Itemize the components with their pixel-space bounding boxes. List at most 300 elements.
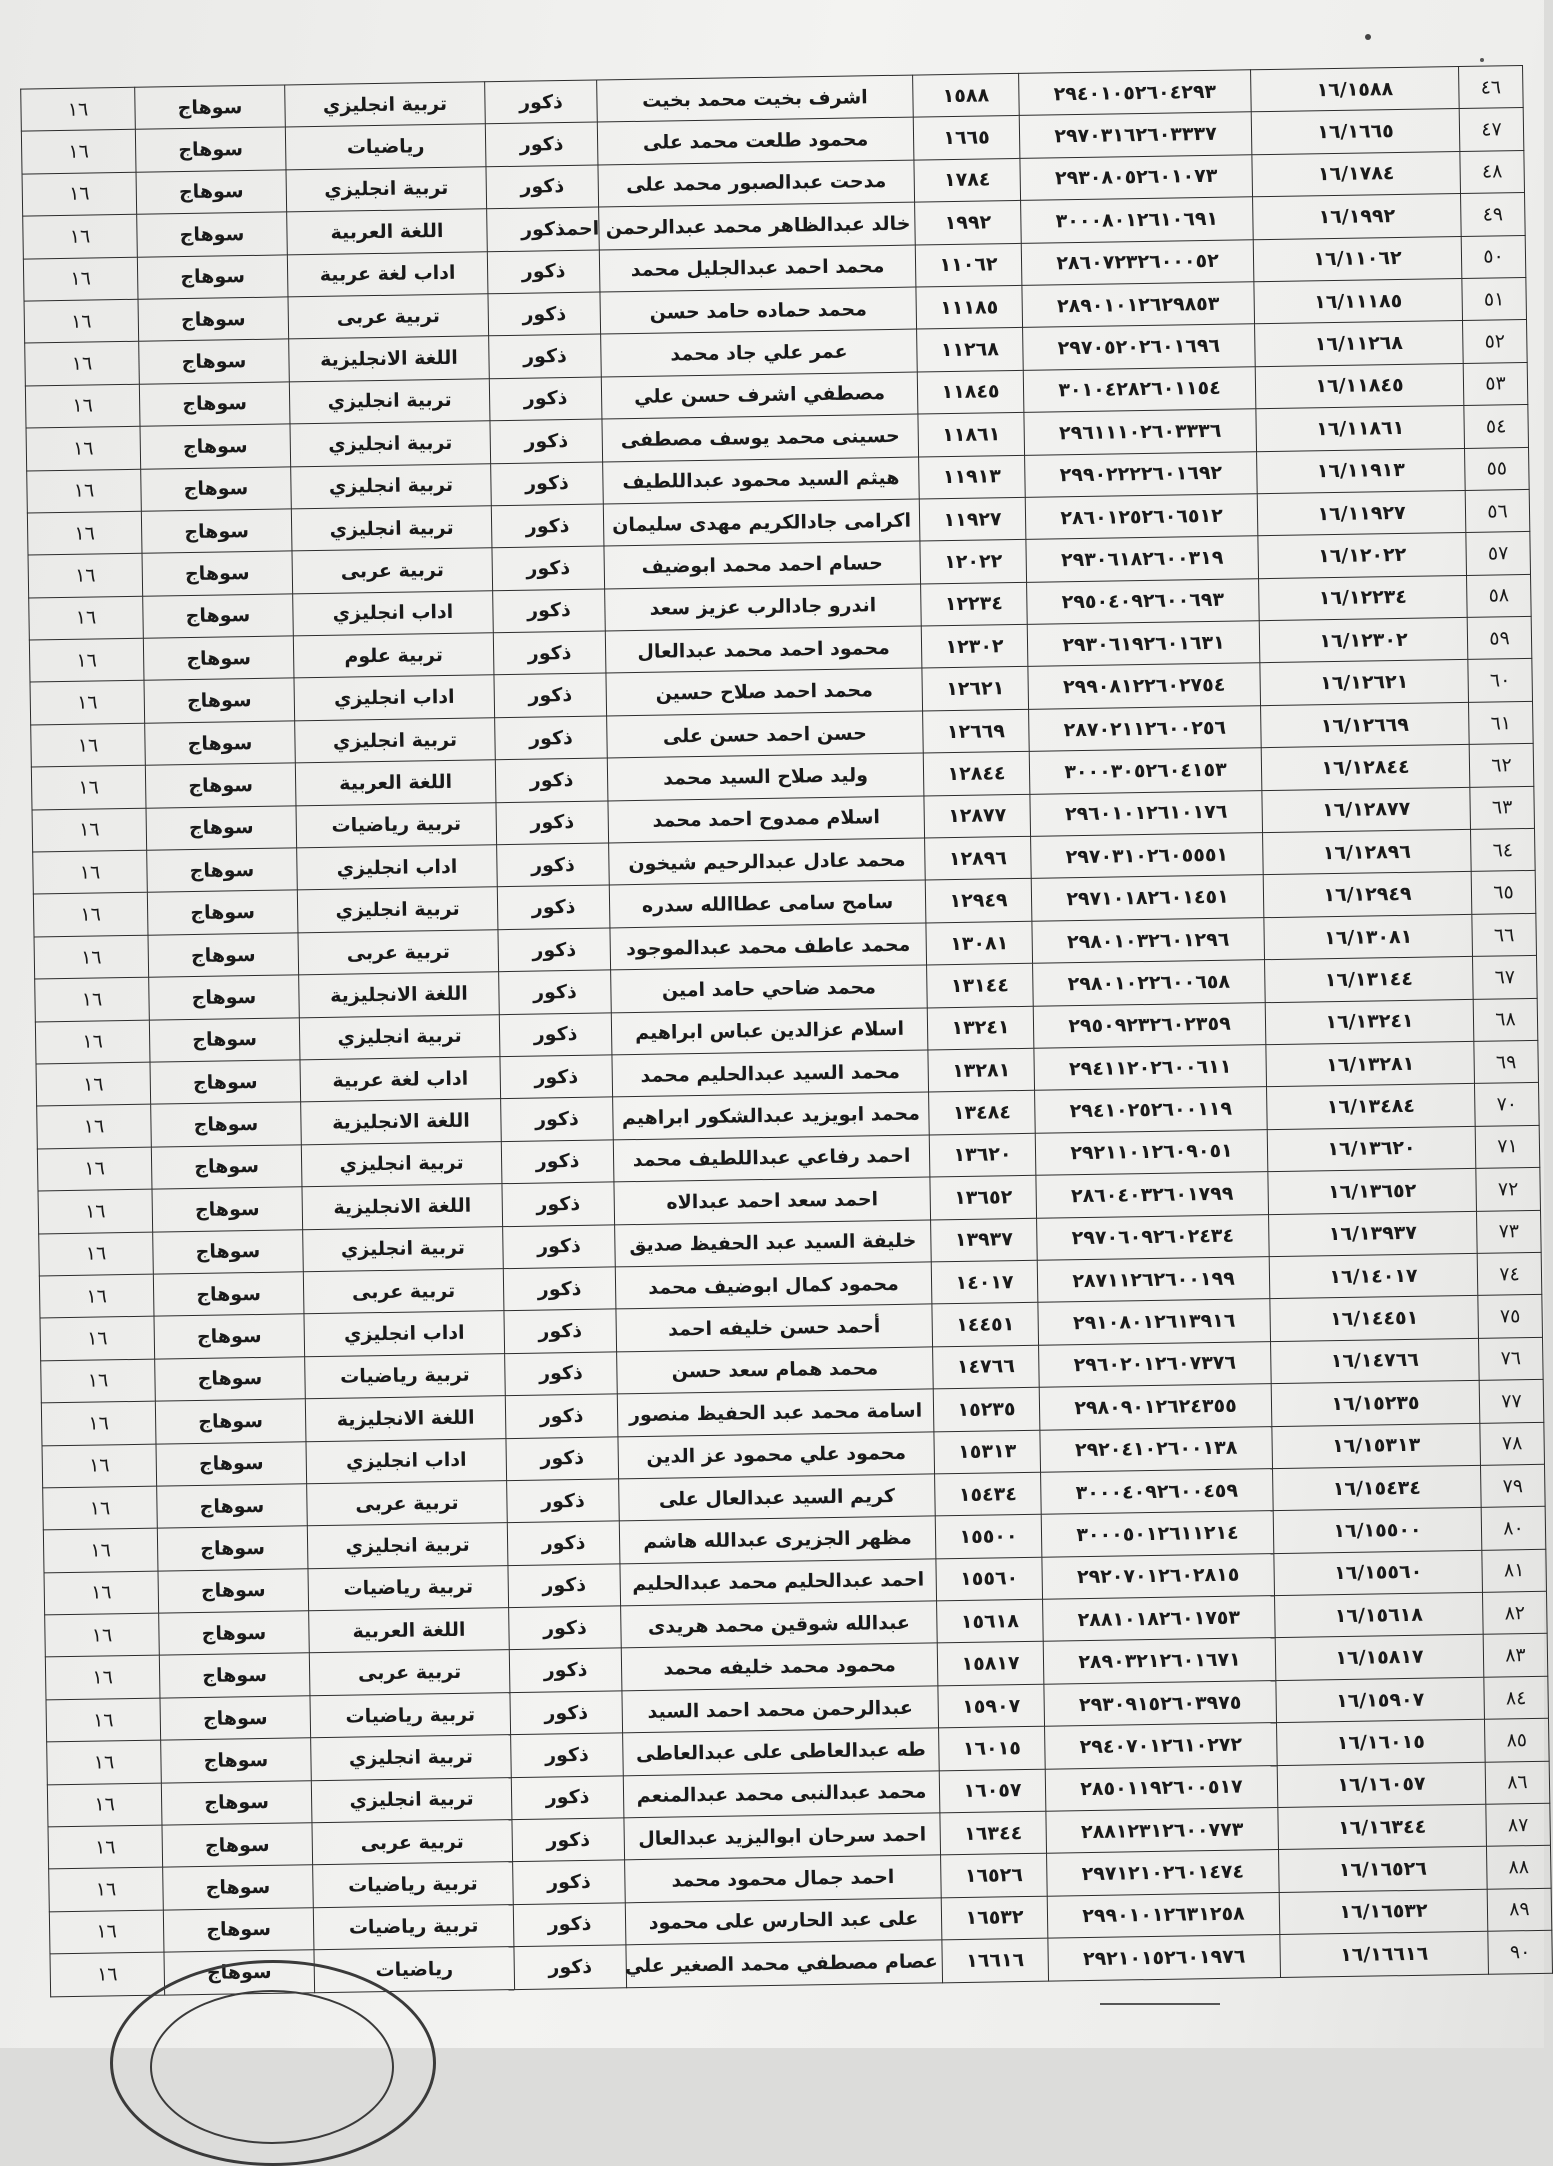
national-id-cell: ٢٩٤٠٧٠١٢٦١٠٢٧٢ xyxy=(1045,1723,1278,1769)
name-cell: محمد همام سعد حسن xyxy=(617,1347,934,1394)
code-cell: ١٦/١٥٥٠٠ xyxy=(1273,1508,1482,1554)
seat-number-cell: ١٣٩٣٧ xyxy=(931,1218,1038,1262)
national-id-cell: ٢٩٢٠٧٠١٢٦٠٢٨١٥ xyxy=(1042,1553,1275,1599)
name-cell: احمد عبدالحليم محمد عبدالحليم xyxy=(620,1559,937,1606)
code-cell: ١٦/١٥٣١٣ xyxy=(1272,1423,1481,1469)
name-cell: اسلام عزالدين عباس ابراهيم xyxy=(611,1008,928,1055)
name-cell: عصام مصطفي محمد الصغير علي xyxy=(626,1940,943,1987)
row-number-cell: ٤٨ xyxy=(1460,150,1525,193)
code-cell: ١٦/١٢٢٣٤ xyxy=(1259,575,1468,621)
national-id-cell: ٢٩٧٠٣١٠٢٦٠٥٥٥١ xyxy=(1031,833,1264,879)
name-cell: محمود كمال ابوضيف محمد xyxy=(615,1262,932,1309)
governorate-cell: سوهاج xyxy=(151,1145,302,1190)
seat-number-cell: ١١٨٦١ xyxy=(918,412,1025,456)
name-cell: طه عبدالعاطى على عبدالعاطى xyxy=(623,1728,940,1775)
seat-number-cell: ١٣٦٥٢ xyxy=(930,1175,1037,1219)
subject-cell: تربية انجليزي xyxy=(286,167,487,213)
seat-number-cell: ١١٨٤٥ xyxy=(917,370,1024,414)
seat-number-cell: ١١٩١٣ xyxy=(919,455,1026,499)
governorate-cell: سوهاج xyxy=(155,1399,306,1444)
name-cell: أحمد حسن خليفه احمد xyxy=(616,1304,933,1351)
name-cell: خليفة السيد عبد الحفيظ صديق xyxy=(615,1219,932,1266)
governorate-cell: سوهاج xyxy=(149,975,300,1020)
name-cell: اسلام ممدوح احمد محمد xyxy=(608,796,925,843)
gender-cell: ذكور xyxy=(498,928,611,972)
national-id-cell: ٢٩٩٠٨١٢٢٦٠٢٧٥٤ xyxy=(1028,663,1261,709)
name-cell: محمد السيد عبدالحليم محمد xyxy=(612,1050,929,1097)
name-cell: اسامة محمد عبد الحفيظ منصور xyxy=(617,1389,934,1436)
code-cell: ١٦/١١١٨٥ xyxy=(1254,278,1463,324)
seat-number-cell: ١٣٢٤١ xyxy=(927,1006,1034,1050)
subject-cell: تربية انجليزي xyxy=(291,463,492,509)
name-cell: محمود علي محمود عز الدين xyxy=(618,1431,935,1478)
grade-cell: ١٦ xyxy=(32,808,147,852)
grade-cell: ١٦ xyxy=(47,1783,162,1827)
governorate-cell: سوهاج xyxy=(163,1908,314,1953)
seat-number-cell: ١٤٠١٧ xyxy=(931,1260,1038,1304)
code-cell: ١٦/١١٩٢٧ xyxy=(1257,490,1466,536)
subject-cell: تربية انجليزي xyxy=(311,1777,512,1823)
gender-cell: ذكور xyxy=(514,1945,627,1989)
subject-cell: تربية انجليزي xyxy=(311,1735,512,1781)
code-cell: ١٦/١٥٦١٨ xyxy=(1275,1592,1484,1638)
seat-number-cell: ١٦٦١٦ xyxy=(942,1938,1049,1982)
code-cell: ١٦/١٥٩٠٧ xyxy=(1276,1677,1485,1723)
code-cell: ١٦/١٢٨٧٧ xyxy=(1262,787,1471,833)
governorate-cell: سوهاج xyxy=(135,85,286,130)
code-cell: ١٦/١١٨٤٥ xyxy=(1255,363,1464,409)
row-number-cell: ٥٧ xyxy=(1466,532,1531,575)
seat-number-cell: ١٥٤٣٤ xyxy=(935,1472,1042,1516)
gender-cell: ذكور xyxy=(486,165,599,209)
name-cell: كريم السيد عبدالعال على xyxy=(619,1474,936,1521)
code-cell: ١٦/١٣٢٤١ xyxy=(1265,999,1474,1045)
grade-cell: ١٦ xyxy=(47,1740,162,1784)
code-cell: ١٦/١٦٦٥ xyxy=(1251,109,1460,155)
subject-cell: تربية رياضيات xyxy=(313,1904,514,1950)
name-cell: محمد عاطف محمد عبدالموجود xyxy=(610,923,927,970)
gender-cell: ذكور xyxy=(505,1394,618,1438)
subject-cell: رياضيات xyxy=(314,1947,515,1993)
name-cell: احمد رفاعي عبداللطيف محمد xyxy=(613,1135,930,1182)
grade-cell: ١٦ xyxy=(25,384,140,428)
national-id-cell: ٢٩٤١٠٢٥٢٦٠٠١١٩ xyxy=(1035,1087,1268,1133)
code-cell: ١٦/١٦٦١٦ xyxy=(1280,1931,1489,1977)
name-cell: محمود احمد محمد عبدالعال xyxy=(605,626,922,673)
seat-number-cell: ١٦٣٤٤ xyxy=(940,1811,1047,1855)
subject-cell: اداب لغة عربية xyxy=(287,251,488,297)
seat-number-cell: ١٣١٤٤ xyxy=(927,964,1034,1008)
grade-cell: ١٦ xyxy=(23,257,138,301)
seat-number-cell: ١١٠٦٢ xyxy=(915,243,1022,287)
gender-cell: ذكور xyxy=(487,207,600,251)
code-cell: ١٦/١٩٩٢ xyxy=(1253,194,1462,240)
governorate-cell: سوهاج xyxy=(154,1314,305,1359)
seat-number-cell: ١٢٦٢١ xyxy=(922,667,1029,711)
grade-cell: ١٦ xyxy=(42,1444,157,1488)
gender-cell: ذكور xyxy=(494,673,607,717)
code-cell: ١٦/١٢٩٤٩ xyxy=(1263,872,1472,918)
grade-cell: ١٦ xyxy=(31,765,146,809)
grade-cell: ١٦ xyxy=(37,1147,152,1191)
governorate-cell: سوهاج xyxy=(135,127,286,172)
subject-cell: تربية عربى xyxy=(312,1820,513,1866)
subject-cell: تربية علوم xyxy=(293,633,494,679)
row-number-cell: ٦٧ xyxy=(1472,956,1537,999)
row-number-cell: ٥٩ xyxy=(1467,617,1532,660)
code-cell: ١٦/١١٠٦٢ xyxy=(1253,236,1462,282)
grade-cell: ١٦ xyxy=(28,554,143,598)
gender-cell: ذكور xyxy=(511,1733,624,1777)
governorate-cell: سوهاج xyxy=(139,339,290,384)
gender-cell: ذكور xyxy=(495,716,608,760)
national-id-cell: ٣٠٠٠٣٠٥٢٦٠٤١٥٣ xyxy=(1029,748,1262,794)
national-id-cell: ٢٨٦٠٧٢٣٢٦٠٠٠٥٢ xyxy=(1021,239,1254,285)
subject-cell: تربية عربى xyxy=(303,1269,504,1315)
subject-cell: اللغة العربية xyxy=(287,209,488,255)
row-number-cell: ٧٢ xyxy=(1476,1168,1541,1211)
code-cell: ١٦/١٤٠١٧ xyxy=(1269,1253,1478,1299)
row-number-cell: ٦٤ xyxy=(1471,828,1536,871)
grade-cell: ١٦ xyxy=(41,1401,156,1445)
row-number-cell: ٥٠ xyxy=(1461,235,1526,278)
national-id-cell: ٢٩٩٠١٠١٢٦٣١٢٥٨ xyxy=(1047,1892,1280,1938)
subject-cell: تربية انجليزي xyxy=(289,378,490,424)
seat-number-cell: ١٥٩٠٧ xyxy=(938,1684,1045,1728)
candidates-table xyxy=(20,65,1553,1997)
subject-cell: اللغة الانجليزية xyxy=(302,1184,503,1230)
grade-cell: ١٦ xyxy=(27,511,142,555)
governorate-cell: سوهاج xyxy=(149,1017,300,1062)
grade-cell: ١٦ xyxy=(26,426,141,470)
seat-number-cell: ١٢٦٦٩ xyxy=(923,709,1030,753)
seat-number-cell: ١٢٠٢٢ xyxy=(920,540,1027,584)
row-number-cell: ٥٥ xyxy=(1465,447,1530,490)
row-number-cell: ٧٦ xyxy=(1478,1337,1543,1380)
code-cell: ١٦/١٢٨٤٤ xyxy=(1261,745,1470,791)
gender-cell: ذكور xyxy=(502,1182,615,1226)
governorate-cell: سوهاج xyxy=(148,933,299,978)
national-id-cell: ٢٩٤٠١٠٥٢٦٠٤٢٩٣ xyxy=(1019,70,1252,116)
grade-cell: ١٦ xyxy=(27,469,142,513)
national-id-cell: ٢٩٧٠٣١٦٢٦٠٣٣٣٧ xyxy=(1019,112,1252,158)
governorate-cell: سوهاج xyxy=(146,805,297,850)
seat-number-cell: ١٤٧٦٦ xyxy=(933,1345,1040,1389)
grade-cell: ١٦ xyxy=(21,87,136,131)
seat-number-cell: ١٣٠٨١ xyxy=(926,921,1033,965)
subject-cell: تربية انجليزي xyxy=(295,718,496,764)
name-cell: محمد احمد عبدالجليل محمد xyxy=(599,245,916,292)
row-number-cell: ٤٧ xyxy=(1459,108,1524,151)
governorate-cell: سوهاج xyxy=(153,1229,304,1274)
grade-cell: ١٦ xyxy=(33,850,148,894)
code-cell: ١٦/١٥٤٣٤ xyxy=(1273,1465,1482,1511)
gender-cell: ذكور xyxy=(492,546,605,590)
grade-cell: ١٦ xyxy=(48,1825,163,1869)
gender-cell: ذكور xyxy=(485,80,598,124)
subject-cell: تربية انجليزي xyxy=(291,506,492,552)
national-id-cell: ٣٠١٠٤٢٨٢٦٠١١٥٤ xyxy=(1023,366,1256,412)
gender-cell: ذكور xyxy=(509,1606,622,1650)
governorate-cell: سوهاج xyxy=(142,551,293,596)
gender-cell: ذكور xyxy=(495,758,608,802)
code-cell: ١٦/١٥٢٣٥ xyxy=(1271,1380,1480,1426)
governorate-cell: سوهاج xyxy=(147,890,298,935)
name-cell: عمر علي جاد محمد xyxy=(601,329,918,376)
name-cell: خالد عبدالظاهر محمد عبدالرحمن احمد xyxy=(599,202,916,249)
subject-cell: تربية انجليزي xyxy=(307,1523,508,1569)
grade-cell: ١٦ xyxy=(39,1274,154,1318)
name-cell: مدحت عبدالصبور محمد على xyxy=(598,160,915,207)
national-id-cell: ٢٨٨١٢٣١٢٦٠٠٧٧٣ xyxy=(1046,1808,1279,1854)
name-cell: محمود محمد خليفه محمد xyxy=(621,1643,938,1690)
seat-number-cell: ١٥٢٣٥ xyxy=(933,1387,1040,1431)
national-id-cell: ٢٩٧٠٥٢٠٢٦٠١٦٩٦ xyxy=(1023,324,1256,370)
name-cell: محمد ضاحي حامد امين xyxy=(611,965,928,1012)
subject-cell: تربية انجليزي xyxy=(301,1141,502,1187)
grade-cell: ١٦ xyxy=(22,172,137,216)
row-number-cell: ٨٨ xyxy=(1486,1846,1551,1889)
gender-cell: ذكور xyxy=(501,1097,614,1141)
seat-number-cell: ١٥٣١٣ xyxy=(934,1430,1041,1474)
page-mark xyxy=(1365,34,1371,40)
national-id-cell: ٢٩٣٠٦١٩٢٦٠١٦٣١ xyxy=(1027,621,1260,667)
code-cell: ١٦/١٢٦٢١ xyxy=(1260,660,1469,706)
gender-cell: ذكور xyxy=(488,292,601,336)
subject-cell: اداب انجليزي xyxy=(293,590,494,636)
row-number-cell: ٧٠ xyxy=(1474,1083,1539,1126)
code-cell: ١٦/١٣١٤٤ xyxy=(1265,957,1474,1003)
subject-cell: اللغة الانجليزية xyxy=(305,1396,506,1442)
seat-number-cell: ١٥٨٨ xyxy=(913,73,1020,117)
code-cell: ١٦/١٣٤٨٤ xyxy=(1267,1084,1476,1130)
gender-cell: ذكور xyxy=(512,1818,625,1862)
subject-cell: تربية عربى xyxy=(288,294,489,340)
grade-cell: ١٦ xyxy=(49,1910,164,1954)
seat-number-cell: ١٣٢٨١ xyxy=(928,1048,1035,1092)
row-number-cell: ٦٣ xyxy=(1470,786,1535,829)
subject-cell: اداب لغة عربية xyxy=(300,1057,501,1103)
seat-number-cell: ١٦٦٥ xyxy=(913,116,1020,160)
governorate-cell: سوهاج xyxy=(156,1441,307,1486)
grade-cell: ١٦ xyxy=(23,214,138,258)
subject-cell: اللغة الانجليزية xyxy=(301,1099,502,1145)
seat-number-cell: ١١١٨٥ xyxy=(916,285,1023,329)
code-cell: ١٦/١٢٠٢٢ xyxy=(1258,533,1467,579)
code-cell: ١٦/١٤٤٥١ xyxy=(1270,1296,1479,1342)
code-cell: ١٦/١٦٠٥٧ xyxy=(1277,1762,1486,1808)
subject-cell: تربية رياضيات xyxy=(296,802,497,848)
name-cell: محمد احمد صلاح حسين xyxy=(606,668,923,715)
name-cell: وليد صلاح السيد محمد xyxy=(607,753,924,800)
gender-cell: ذكور xyxy=(496,801,609,845)
row-number-cell: ٩٠ xyxy=(1488,1930,1553,1973)
grade-cell: ١٦ xyxy=(50,1952,165,1996)
grade-cell: ١٦ xyxy=(38,1189,153,1233)
subject-cell: تربية انجليزي xyxy=(285,82,486,128)
grade-cell: ١٦ xyxy=(35,1020,150,1064)
code-cell: ١٦/١٦٣٤٤ xyxy=(1278,1804,1487,1850)
row-number-cell: ٦٩ xyxy=(1474,1040,1539,1083)
gender-cell: ذكور xyxy=(491,462,604,506)
national-id-cell: ٢٩٨٠١٠٢٢٦٠٠٦٥٨ xyxy=(1033,960,1266,1006)
grade-cell: ١٦ xyxy=(34,935,149,979)
gender-cell: ذكور xyxy=(508,1564,621,1608)
governorate-cell: سوهاج xyxy=(159,1611,310,1656)
name-cell: احمد سرحان ابواليزيد عبدالعال xyxy=(624,1813,941,1860)
grade-cell: ١٦ xyxy=(45,1613,160,1657)
grade-cell: ١٦ xyxy=(41,1359,156,1403)
row-number-cell: ٧٣ xyxy=(1476,1210,1541,1253)
grade-cell: ١٦ xyxy=(29,596,144,640)
name-cell: حسن احمد حسن على xyxy=(607,711,924,758)
code-cell: ١٦/١٧٨٤ xyxy=(1252,151,1461,197)
gender-cell: ذكور xyxy=(497,843,610,887)
seat-number-cell: ١٢٣٠٢ xyxy=(921,624,1028,668)
national-id-cell: ٣٠٠٠٥٠١٢٦١١٢١٤ xyxy=(1041,1511,1274,1557)
row-number-cell: ٦٥ xyxy=(1471,871,1536,914)
gender-cell: ذكور xyxy=(493,589,606,633)
row-number-cell: ٦٨ xyxy=(1473,998,1538,1041)
governorate-cell: سوهاج xyxy=(143,636,294,681)
candidates-table-wrapper xyxy=(20,65,1552,1993)
name-cell: حسام احمد محمد ابوضيف xyxy=(604,541,921,588)
seat-number-cell: ١٣٦٢٠ xyxy=(929,1133,1036,1177)
grade-cell: ١٦ xyxy=(24,299,139,343)
gender-cell: ذكور xyxy=(489,334,602,378)
gender-cell: ذكور xyxy=(500,1055,613,1099)
seat-number-cell: ١٥٦١٨ xyxy=(937,1599,1044,1643)
row-number-cell: ٨٦ xyxy=(1485,1761,1550,1804)
row-number-cell: ٦٦ xyxy=(1472,913,1537,956)
row-number-cell: ٨٩ xyxy=(1487,1888,1552,1931)
name-cell: عبدالله شوقين محمد هريدى xyxy=(621,1601,938,1648)
gender-cell: ذكور xyxy=(505,1352,618,1396)
governorate-cell: سوهاج xyxy=(162,1823,313,1868)
governorate-cell: سوهاج xyxy=(136,170,287,215)
national-id-cell: ٢٩٢١٠١٥٢٦٠١٩٧٦ xyxy=(1048,1935,1281,1981)
governorate-cell: سوهاج xyxy=(139,382,290,427)
name-cell: محمود طلعت محمد على xyxy=(597,117,914,164)
row-number-cell: ٧٩ xyxy=(1480,1464,1545,1507)
national-id-cell: ٢٩٨٠٩٠١٢٦٢٤٣٥٥ xyxy=(1039,1384,1272,1430)
code-cell: ١٦/١٣٠٨١ xyxy=(1264,914,1473,960)
code-cell: ١٦/١٦٠١٥ xyxy=(1277,1720,1486,1766)
name-cell: محمد ابويزيد عبدالشكور ابراهيم xyxy=(613,1092,930,1139)
governorate-cell: سوهاج xyxy=(163,1865,314,1910)
code-cell: ١٦/١٢٣٠٢ xyxy=(1259,618,1468,664)
national-id-cell: ٢٨٦٠٤٠٣٢٦٠١٧٩٩ xyxy=(1036,1172,1269,1218)
national-id-cell: ٢٨٨١٠١٨٢٦٠١٧٥٣ xyxy=(1043,1596,1276,1642)
code-cell: ١٦/١٥٥٦٠ xyxy=(1274,1550,1483,1596)
national-id-cell: ٢٨٧٠٢١١٢٦٠٠٢٥٦ xyxy=(1029,706,1262,752)
row-number-cell: ٦٠ xyxy=(1468,659,1533,702)
gender-cell: ذكور xyxy=(510,1691,623,1735)
code-cell: ١٦/١١٩١٣ xyxy=(1257,448,1466,494)
subject-cell: اداب انجليزي xyxy=(304,1311,505,1357)
gender-cell: ذكور xyxy=(489,377,602,421)
code-cell: ١٦/١٣٢٨١ xyxy=(1266,1041,1475,1087)
subject-cell: تربية انجليزي xyxy=(299,1014,500,1060)
gender-cell: ذكور xyxy=(487,250,600,294)
national-id-cell: ٢٩٧١٠١٨٢٦٠١٤٥١ xyxy=(1031,875,1264,921)
subject-cell: تربية عربى xyxy=(307,1481,508,1527)
gender-cell: ذكور xyxy=(511,1775,624,1819)
code-cell: ١٦/١٦٥٢٦ xyxy=(1279,1847,1488,1893)
subject-cell: تربية عربى xyxy=(292,548,493,594)
national-id-cell: ٢٩٩٠٢٢٢٢٦٠١٦٩٢ xyxy=(1025,451,1258,497)
code-cell: ١٦/١٢٨٩٦ xyxy=(1263,829,1472,875)
code-cell: ١٦/١٤٧٦٦ xyxy=(1271,1338,1480,1384)
row-number-cell: ٧٥ xyxy=(1478,1295,1543,1338)
subject-cell: تربية رياضيات xyxy=(313,1862,514,1908)
name-cell: محمد عبدالنبى محمد عبدالمنعم xyxy=(623,1770,940,1817)
governorate-cell: سوهاج xyxy=(141,509,292,554)
governorate-cell: سوهاج xyxy=(145,721,296,766)
grade-cell: ١٦ xyxy=(31,723,146,767)
name-cell: مظهر الجزيرى عبدالله هاشم xyxy=(619,1516,936,1563)
grade-cell: ١٦ xyxy=(39,1232,154,1276)
code-cell: ١٦/١١٨٦١ xyxy=(1256,406,1465,452)
gender-cell: ذكور xyxy=(504,1309,617,1353)
row-number-cell: ٨٤ xyxy=(1484,1676,1549,1719)
seat-number-cell: ١٩٩٢ xyxy=(915,201,1022,245)
national-id-cell: ٢٩٣٠٨٠٥٢٦٠١٠٧٣ xyxy=(1020,155,1253,201)
national-id-cell: ٢٨٦٠١٢٥٢٦٠٦٥١٢ xyxy=(1025,494,1258,540)
subject-cell: تربية عربى xyxy=(298,930,499,976)
row-number-cell: ٤٩ xyxy=(1461,193,1526,236)
row-number-cell: ٧٨ xyxy=(1480,1422,1545,1465)
name-cell: على عبد الحارس على محمود xyxy=(625,1898,942,1945)
subject-cell: تربية عربى xyxy=(309,1650,510,1696)
national-id-cell: ٢٨٧١١٢٦٢٦٠٠١٩٩ xyxy=(1037,1257,1270,1303)
governorate-cell: سوهاج xyxy=(143,594,294,639)
national-id-cell: ٢٩٣٠٩١٥٢٦٠٣٩٧٥ xyxy=(1044,1680,1277,1726)
gender-cell: ذكور xyxy=(509,1648,622,1692)
grade-cell: ١٦ xyxy=(30,681,145,725)
row-number-cell: ٥٨ xyxy=(1467,574,1532,617)
page-mark xyxy=(1480,58,1484,62)
governorate-cell: سوهاج xyxy=(161,1780,312,1825)
grade-cell: ١٦ xyxy=(44,1571,159,1615)
row-number-cell: ٨٧ xyxy=(1486,1803,1551,1846)
row-number-cell: ٥٦ xyxy=(1465,489,1530,532)
national-id-cell: ٣٠٠٠٤٠٩٢٦٠٠٤٥٩ xyxy=(1041,1468,1274,1514)
governorate-cell: سوهاج xyxy=(137,212,288,257)
national-id-cell: ٢٩٢٠٤١٠٢٦٠٠١٣٨ xyxy=(1040,1426,1273,1472)
national-id-cell: ٢٨٩٠٣٢١٢٦٠١٦٧١ xyxy=(1043,1638,1276,1684)
national-id-cell: ٢٩٢١١٠١٢٦٠٩٠٥١ xyxy=(1035,1129,1268,1175)
subject-cell: اللغة العربية xyxy=(309,1608,510,1654)
subject-cell: اداب انجليزي xyxy=(306,1438,507,1484)
governorate-cell: سوهاج xyxy=(161,1738,312,1783)
governorate-cell: سوهاج xyxy=(145,763,296,808)
grade-cell: ١٦ xyxy=(43,1528,158,1572)
grade-cell: ١٦ xyxy=(45,1656,160,1700)
grade-cell: ١٦ xyxy=(36,1062,151,1106)
seat-number-cell: ١٢٨٤٤ xyxy=(923,752,1030,796)
governorate-cell: سوهاج xyxy=(164,1950,315,1995)
code-cell: ١٦/١٦٥٣٢ xyxy=(1279,1889,1488,1935)
gender-cell: ذكور xyxy=(485,122,598,166)
governorate-cell: سوهاج xyxy=(160,1696,311,1741)
gender-cell: ذكور xyxy=(501,1140,614,1184)
seat-number-cell: ١١٩٢٧ xyxy=(919,497,1026,541)
governorate-cell: سوهاج xyxy=(155,1356,306,1401)
governorate-cell: سوهاج xyxy=(137,254,288,299)
seat-number-cell: ١٣٤٨٤ xyxy=(929,1091,1036,1135)
seat-number-cell: ١٥٥٦٠ xyxy=(936,1557,1043,1601)
